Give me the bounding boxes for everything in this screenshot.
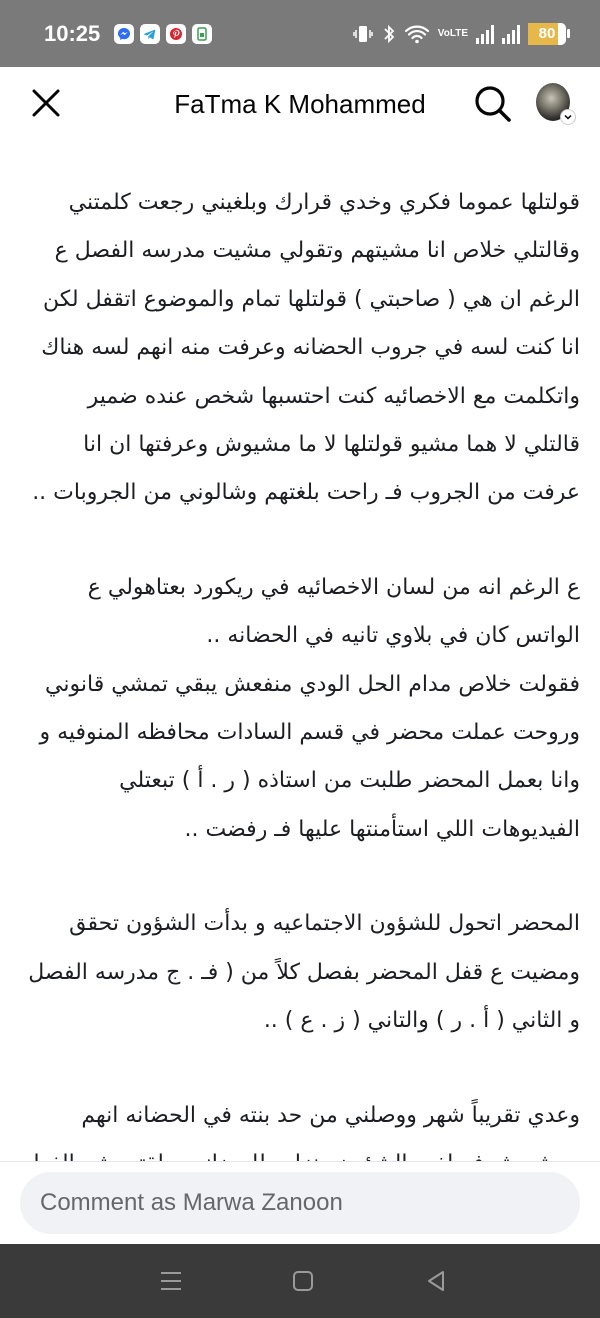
volte-icon: Vo LTE xyxy=(437,27,468,39)
battery-indicator xyxy=(528,23,566,45)
menu-button[interactable] xyxy=(158,1269,184,1293)
battery-icon xyxy=(528,23,570,45)
post-text-line: الواتس كان في بلاوي تانيه في الحضانه .. xyxy=(206,623,580,649)
menu-icon xyxy=(158,1269,184,1293)
post-text-line: فقولت خلاص مدام الحل الودي منفعش يبقي تمشي قانوني xyxy=(45,671,580,697)
system-navigation-bar xyxy=(0,1244,600,1318)
post-text-line: المحضر اتحول للشؤون الاجتماعيه و بدأت الشؤون تحقق xyxy=(69,911,580,937)
post-text-line: وعدي تقريباً شهر ووصلني من حد بنته في الحضانه انهم xyxy=(81,1102,580,1128)
post-text-line: انا كنت لسه في جروب الحضانه وعرفت منه انهم لسه هناك xyxy=(41,335,580,361)
search-icon xyxy=(472,83,514,125)
post-text-line: وروحت عملت محضر في قسم السادات محافظه المنوفيه و xyxy=(39,720,580,746)
signal-icon xyxy=(476,24,494,44)
sim-icon xyxy=(192,24,212,44)
comment-input[interactable]: Comment as Marwa Zanoon xyxy=(20,1172,580,1234)
post-text-line: وانا بعمل المحضر طلبت من استاذه ( ر . أ ) تبعتلي xyxy=(119,768,580,794)
post-paragraph xyxy=(20,564,580,854)
page-title: FaTma K Mohammed xyxy=(174,89,426,119)
bluetooth-icon xyxy=(382,22,396,46)
post-header xyxy=(0,67,600,139)
wifi-icon xyxy=(404,22,430,46)
notification-icons xyxy=(114,24,212,44)
home-button[interactable] xyxy=(291,1269,317,1293)
chevron-down-icon xyxy=(560,109,576,125)
status-bar xyxy=(0,0,600,67)
back-button[interactable] xyxy=(424,1269,450,1293)
post-text-line: واتكلمت مع الاخصائيه كنت احتسبها شخص عنده ضمير xyxy=(87,383,580,409)
post-text-line: عرفت من الجروب فـ راحت بلغتهم وشالوني من الجروبات .. xyxy=(32,480,580,506)
post-text-line: وقالتلي خلاص انا مشيتهم وتقولي مشيت مدرسه الفصل ع xyxy=(54,238,580,264)
system-status-icons xyxy=(352,22,570,46)
post-text-line: الرغم ان هي ( صاحبتي ) قولتلها تمام والموضوع اتقفل لكن xyxy=(43,286,580,312)
pinterest-icon xyxy=(166,24,186,44)
telegram-icon xyxy=(140,24,160,44)
vibrate-icon xyxy=(352,22,374,46)
status-time: 10:25 xyxy=(44,20,101,46)
post-text-line: الفيديوهات اللي استأمنتها عليها فـ رفضت .. xyxy=(184,816,580,842)
profile-avatar-button[interactable] xyxy=(536,83,576,125)
post-text-line: قالتلي لا هما مشيو قولتلها لا ما مشيوش وعرفتها ان انا xyxy=(83,432,580,458)
comment-composer xyxy=(0,1161,600,1244)
home-icon xyxy=(291,1269,315,1293)
post-body xyxy=(0,139,600,1161)
battery-level: 80 xyxy=(538,25,556,42)
post-text-line: ومضيت ع قفل المحضر بفصل كلاً من ( فـ . ج مدرسه الفصل xyxy=(28,959,580,985)
back-icon xyxy=(424,1269,448,1293)
post-paragraph xyxy=(20,179,580,518)
signal-icon xyxy=(502,24,520,44)
post-text-line: قولتلها عموما فكري وخدي قرارك وبلغيني رجعت كلمتني xyxy=(68,190,580,215)
post-text-line: و الثاني ( أ . ر ) والتاني ( ز . ع ) .. xyxy=(263,1008,580,1034)
post-text-line: ع الرغم انه من لسان الاخصائيه في ريكورد بعتاهولي ع xyxy=(87,574,580,600)
post-paragraph xyxy=(20,900,580,1045)
messenger-icon xyxy=(114,24,134,44)
search-button[interactable] xyxy=(472,83,514,125)
